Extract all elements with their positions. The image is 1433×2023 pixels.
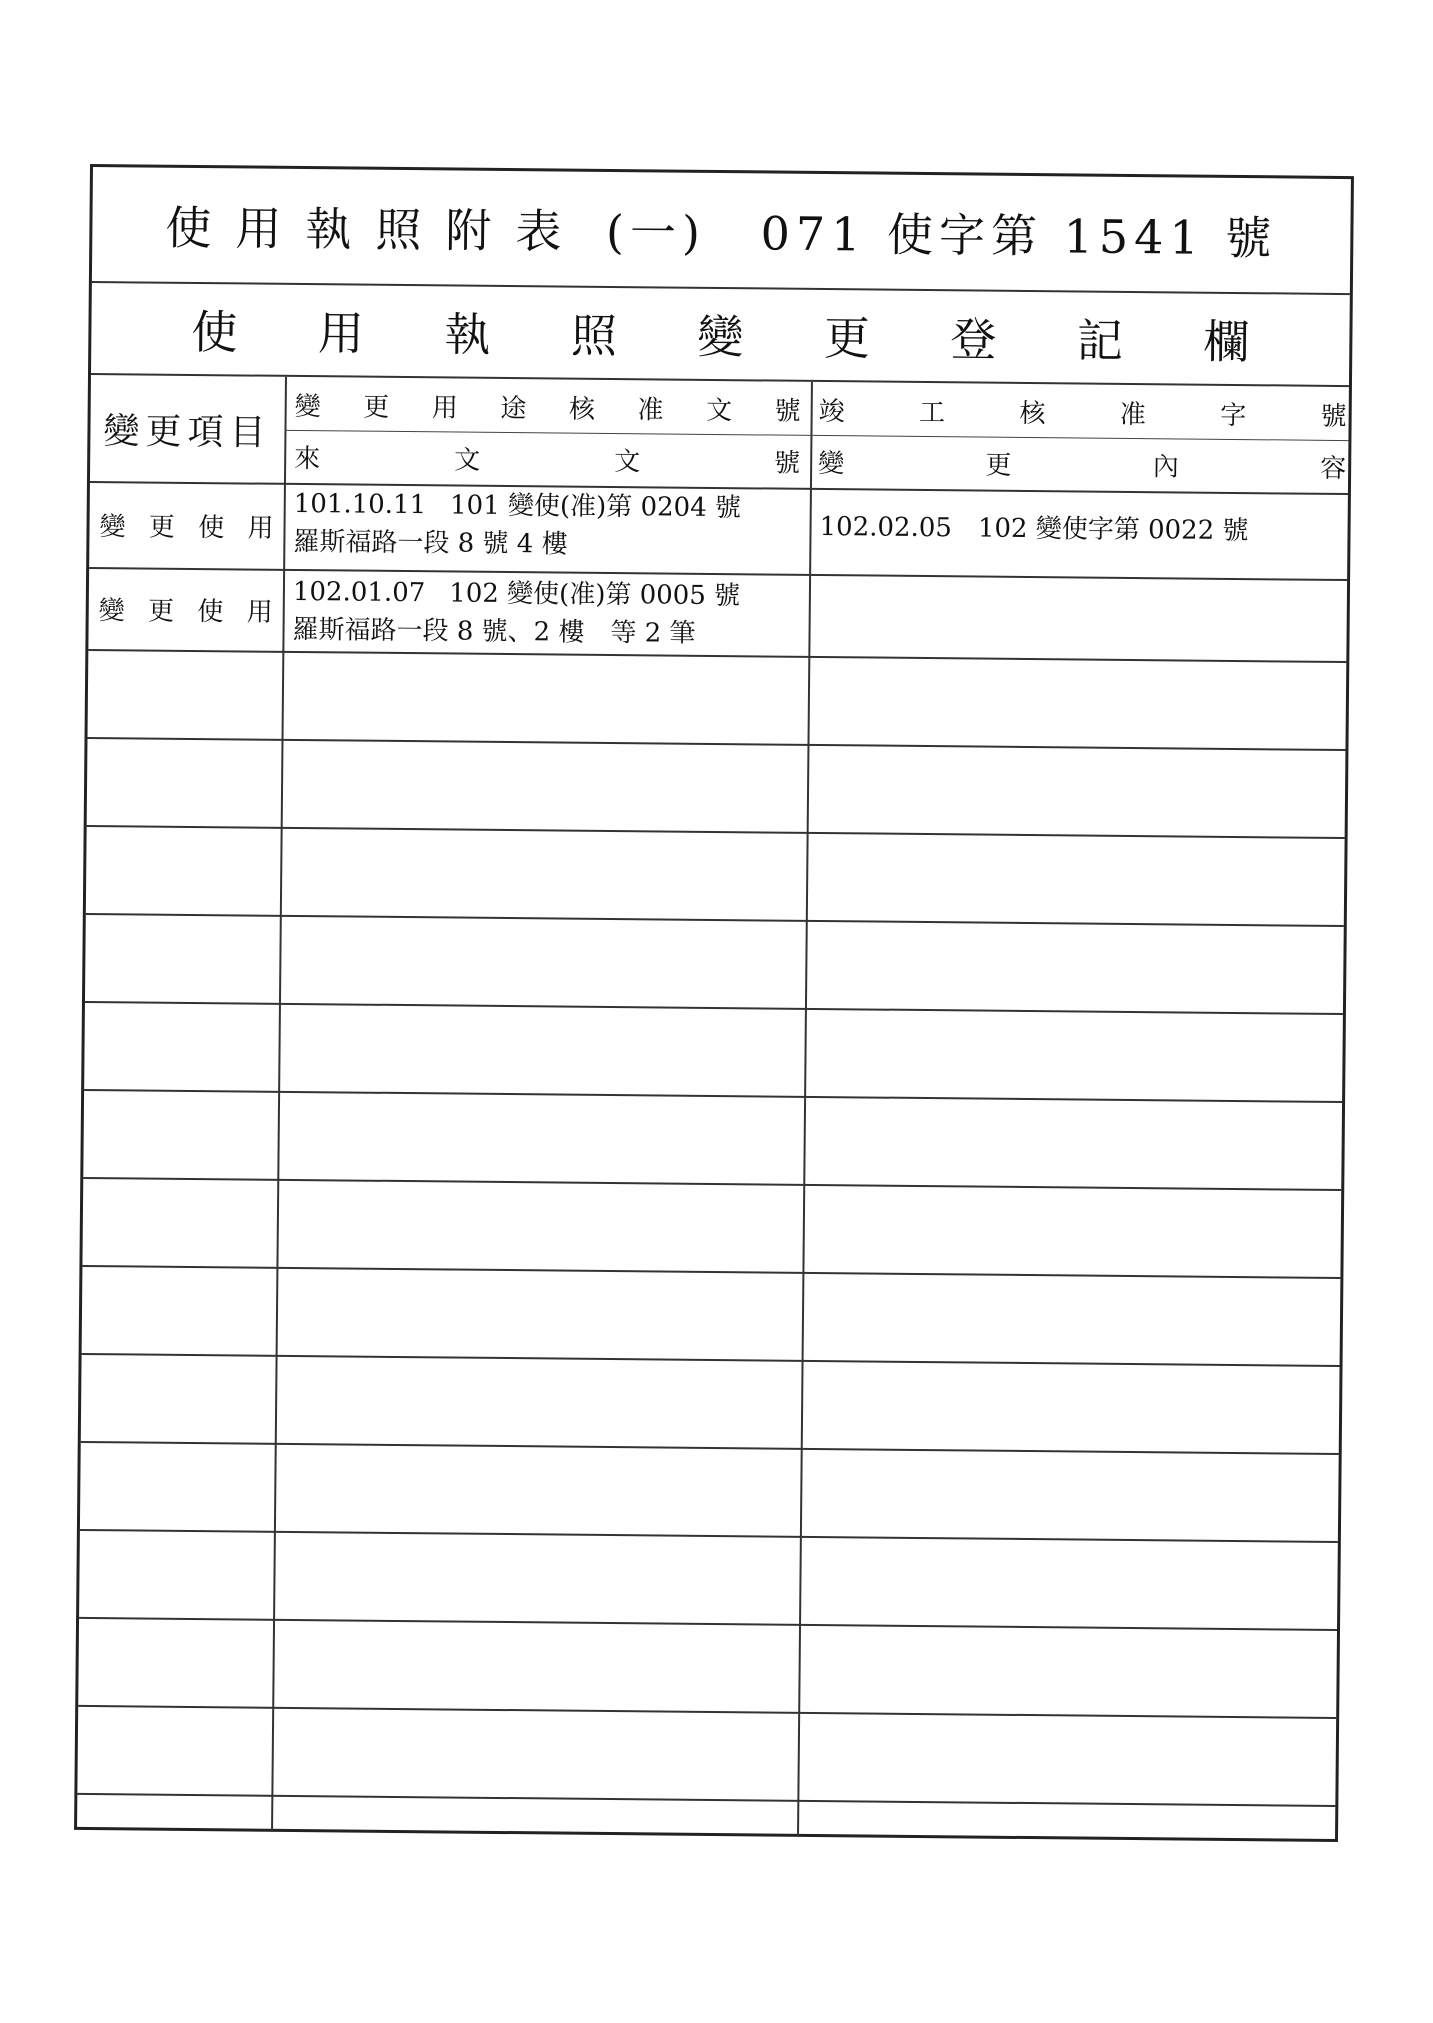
header-approval-char: 核: [568, 394, 596, 425]
title-char: 表: [515, 204, 568, 259]
header-incoming-no: [294, 433, 800, 484]
header-approval-no: [295, 381, 801, 432]
entry-1-date: 101.10.11: [293, 488, 427, 521]
form-title: [92, 167, 1351, 295]
table-row-line: [82, 1353, 1340, 1367]
entry-1-completion: 102.02.05 102 變使字第 0022 號: [819, 511, 1249, 547]
entry-2-item: [88, 567, 283, 651]
table-row-line: [82, 1265, 1340, 1279]
entry-1-item-char: 用: [247, 513, 274, 544]
table-row-line: [86, 913, 1344, 927]
entry-1-item-char: 更: [148, 512, 176, 543]
entry-2-item-char: 使: [197, 596, 224, 627]
entry-1-item: [89, 481, 284, 569]
subtitle-char: 登: [950, 312, 997, 367]
record-table: [77, 375, 1349, 1842]
header-incoming-char: 文: [454, 444, 481, 476]
header-approval-char: 更: [363, 392, 390, 423]
table-row-line: [77, 1793, 1335, 1807]
subtitle-char: 執: [444, 307, 491, 362]
header-approval-char: 變: [294, 391, 321, 422]
license-form: [74, 164, 1354, 1842]
entry-2-date: 102.01.07: [292, 576, 426, 609]
license-number: 071 使字第 1541 號: [760, 206, 1278, 266]
title-prefix: [165, 201, 585, 259]
subtitle-char: 變: [697, 309, 744, 365]
entry-2-item-char: 用: [246, 596, 273, 628]
header-incoming-char: 來: [294, 443, 321, 474]
subtitle-char: 欄: [1203, 314, 1250, 370]
table-row-line: [87, 825, 1345, 839]
header-approval-char: 號: [774, 396, 801, 427]
entry-1-approval: [283, 485, 810, 574]
header-completion-char: 號: [1320, 401, 1347, 432]
header-completion-char: 竣: [818, 396, 845, 427]
header-approval-char: 准: [637, 394, 664, 425]
table-row-line: [81, 1441, 1339, 1455]
entry-1-address: 羅斯福路一段 8 號 4 樓: [293, 526, 568, 560]
entry-2-address: 羅斯福路一段 8 號、2 樓 等 2 筆: [292, 614, 696, 649]
header-approval-char: 文: [705, 395, 733, 426]
header-completion-no: [818, 386, 1346, 437]
title-char: 附: [445, 203, 498, 258]
table-row-line: [79, 1617, 1337, 1631]
form-subtitle: [91, 283, 1350, 387]
header-content-char: 容: [1320, 453, 1347, 484]
entry-1-doc: 101 變使(准)第 0204 號: [449, 490, 742, 524]
table-row-line: [83, 1177, 1341, 1191]
header-completion-char: 核: [1019, 398, 1046, 429]
entry-2-approval: [282, 573, 809, 656]
entry-2-doc: 102 變使(准)第 0005 號: [449, 578, 741, 612]
entry-2-item-char: 變: [98, 595, 125, 626]
table-row-line: [85, 1001, 1343, 1015]
header-incoming-char: 文: [614, 446, 641, 477]
header-completion-char: 工: [918, 397, 946, 428]
header-item: 變更項目: [103, 410, 272, 454]
table-row-line: [80, 1529, 1338, 1543]
table-row-line: [84, 1089, 1342, 1103]
table-row-line: [78, 1705, 1336, 1719]
header-change-content: [818, 438, 1346, 489]
subtitle-char: 使: [191, 304, 238, 360]
table-row-line: [88, 737, 1346, 751]
title-char: 用: [235, 201, 288, 256]
entry-2-item-char: 更: [147, 596, 175, 627]
header-approval-char: 途: [500, 393, 527, 424]
header-incoming-char: 號: [773, 448, 801, 479]
title-char: 執: [305, 202, 358, 257]
title-paren: (一): [605, 204, 707, 260]
header-completion-char: 准: [1119, 399, 1146, 430]
title-char: 照: [375, 202, 428, 258]
header-completion-char: 字: [1220, 400, 1247, 431]
subtitle-char: 照: [570, 308, 618, 364]
header-content-char: 更: [985, 450, 1012, 481]
subtitle-char: 用: [317, 306, 365, 361]
header-approval-char: 用: [431, 392, 458, 424]
subtitle-char: 更: [823, 311, 871, 366]
entry-1-item-char: 變: [99, 511, 126, 542]
subtitle-char: 記: [1076, 313, 1124, 368]
title-char: 使: [165, 200, 218, 256]
header-content-char: 內: [1152, 451, 1179, 482]
header-content-char: 變: [818, 448, 845, 479]
entry-1-item-char: 使: [198, 512, 225, 543]
